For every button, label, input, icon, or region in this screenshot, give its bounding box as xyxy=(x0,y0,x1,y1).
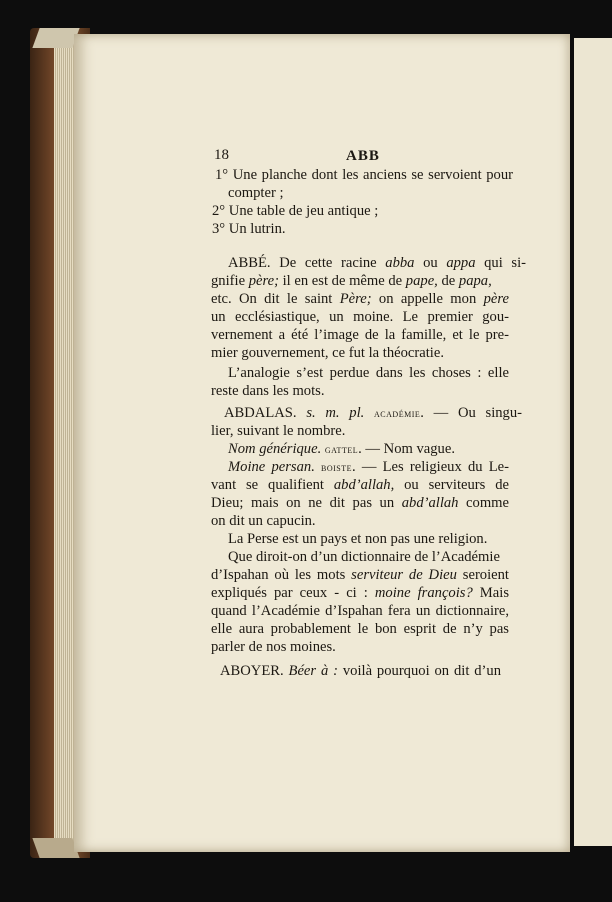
text-line xyxy=(228,548,500,566)
text-segment: expliqués par ceux - ci : xyxy=(211,585,375,601)
text-segment: Que diroit-on d’un dictionnaire de l’Académie xyxy=(228,549,500,565)
text-segment: s. m. pl. xyxy=(306,405,365,421)
text-line xyxy=(215,166,513,184)
text-segment: Nom générique. xyxy=(228,441,322,457)
text-line xyxy=(212,202,378,220)
text-segment: vant se qualifient xyxy=(211,477,334,493)
text-segment: on dit un capucin. xyxy=(211,513,316,529)
text-line xyxy=(211,584,509,602)
text-line xyxy=(228,440,455,459)
text-line xyxy=(228,254,526,272)
text-segment: . — Ou singu- xyxy=(420,405,523,421)
text-line xyxy=(211,602,509,620)
text-line xyxy=(228,184,284,202)
text-segment: pape, xyxy=(405,273,438,289)
text-segment: comme xyxy=(458,495,509,511)
text-segment: papa, xyxy=(458,273,492,289)
text-segment: 3° Un lutrin. xyxy=(212,221,286,237)
text-segment: 2° Une table de jeu antique ; xyxy=(212,203,379,219)
text-segment: seroient xyxy=(456,567,509,583)
text-segment: ABDALAS. xyxy=(224,405,307,421)
text-segment: Mais xyxy=(472,585,509,601)
text-segment: quand l’Académie d’Ispahan fera un dictionnaire, xyxy=(211,603,509,619)
text-segment: abd’allah, xyxy=(333,477,395,493)
text-segment: père; xyxy=(248,273,279,289)
text-segment: Béer à : xyxy=(288,663,338,679)
text-segment: Père; xyxy=(339,291,372,307)
text-segment: un ecclésiastique, un moine. Le premier gou- xyxy=(211,309,509,325)
text-line xyxy=(211,638,336,656)
text-segment: mier gouvernement, ce fut la théocratie. xyxy=(211,345,444,361)
text-segment: qui si- xyxy=(475,255,526,271)
text-line xyxy=(224,404,522,423)
text-segment: etc. On dit le saint xyxy=(211,291,340,307)
text-segment: moine françois? xyxy=(374,585,473,601)
text-segment: voilà pourquoi on dit d’un xyxy=(338,663,502,679)
text-segment: ABOYER. xyxy=(220,663,289,679)
text-line xyxy=(211,566,509,584)
text-line xyxy=(211,382,325,400)
text-line xyxy=(211,272,492,290)
text-line xyxy=(211,476,509,494)
text-segment: 1° Une planche dont les anciens se servoient pour xyxy=(215,167,513,183)
text-segment: parler de nos moines. xyxy=(211,639,336,655)
text-segment: ABBÉ. De cette racine xyxy=(228,255,386,271)
text-line xyxy=(220,662,501,680)
text-segment: serviteur de Dieu xyxy=(351,567,457,583)
text-segment: L’analogie s’est perdue dans les choses : elle xyxy=(228,365,509,381)
text-segment: lier, suivant le nombre. xyxy=(211,423,346,439)
text-segment: gattel xyxy=(324,444,359,456)
text-segment: boiste xyxy=(321,462,353,474)
text-segment: compter ; xyxy=(228,185,284,201)
text-segment: La Perse est un pays et non pas une religion. xyxy=(228,531,488,547)
text-segment: . — Nom vague. xyxy=(358,441,455,457)
text-segment: reste dans les mots. xyxy=(211,383,325,399)
book-page xyxy=(74,34,570,852)
text-line xyxy=(211,512,316,530)
text-segment xyxy=(364,405,374,421)
text-line xyxy=(212,220,286,238)
text-segment: père xyxy=(483,291,509,307)
text-segment: elle aura probablement le bon esprit de n’y pas xyxy=(211,621,509,637)
text-segment: de xyxy=(437,273,459,289)
text-segment: d’Ispahan où les mots xyxy=(211,567,352,583)
text-line xyxy=(211,290,509,308)
text-line xyxy=(228,530,487,548)
text-line xyxy=(211,620,509,638)
text-segment: . — Les religieux du Le- xyxy=(352,459,509,475)
text-segment: ou serviteurs de xyxy=(394,477,509,493)
page-number: 18 xyxy=(214,147,229,163)
text-line xyxy=(211,308,509,326)
facing-page-edge xyxy=(574,38,612,846)
binding-corner-bottom xyxy=(32,838,79,858)
text-line xyxy=(211,344,444,362)
text-segment: abba xyxy=(385,255,415,271)
text-segment: il en est de même de xyxy=(278,273,406,289)
running-head: ABB xyxy=(346,148,380,164)
text-line xyxy=(228,458,509,477)
binding-corner-top xyxy=(32,28,79,48)
text-segment: Dieu; mais on ne dit pas un xyxy=(211,495,402,511)
text-segment: on appelle mon xyxy=(371,291,484,307)
text-segment: Moine persan. xyxy=(228,459,315,475)
text-segment: appa xyxy=(446,255,476,271)
text-line xyxy=(211,494,509,512)
text-segment: ou xyxy=(414,255,447,271)
text-line xyxy=(228,364,509,382)
text-line xyxy=(211,422,345,440)
text-segment: abd’allah xyxy=(401,495,459,511)
text-segment: gnifie xyxy=(211,273,249,289)
text-segment: académie xyxy=(374,408,421,420)
text-segment: vernement a été l’image de la famille, et le pre- xyxy=(211,327,509,343)
text-line xyxy=(211,326,509,344)
page-text xyxy=(74,34,570,852)
